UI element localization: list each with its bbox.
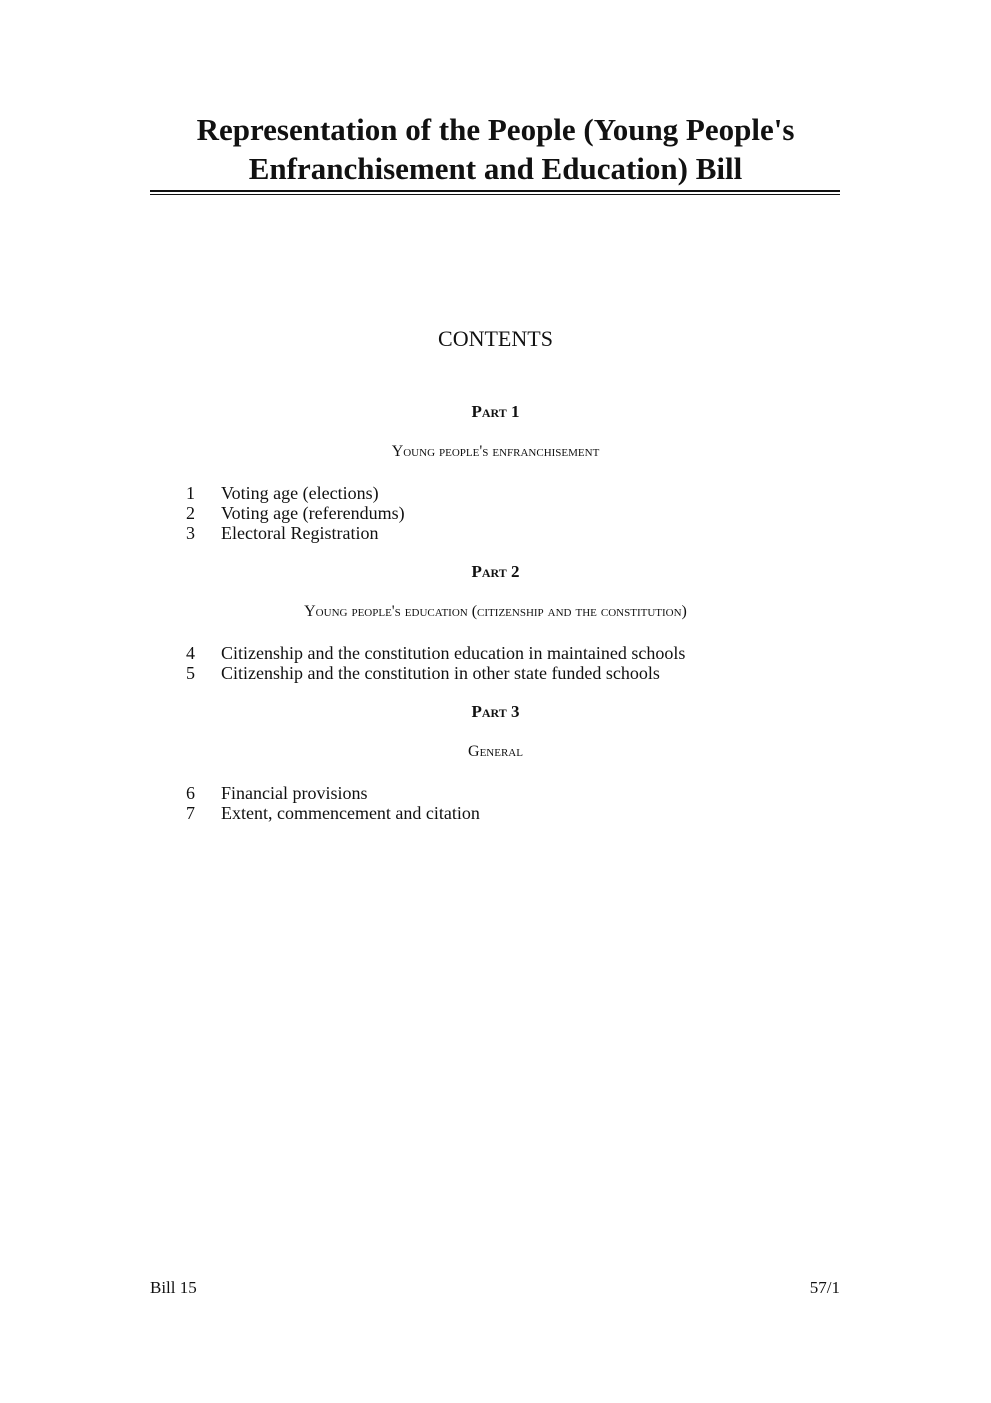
contents-item[interactable] (186, 803, 480, 823)
part-2-heading: Young people's education (citizenship and the constitution) (304, 603, 687, 620)
part-3-items (186, 783, 480, 823)
item-text: Citizenship and the constitution education in maintained schools (221, 643, 686, 663)
bill-number: Bill 15 (150, 1278, 197, 1297)
part-2-label: Part 2 (471, 562, 520, 581)
part-1-label: Part 1 (471, 402, 520, 421)
contents-item[interactable] (186, 643, 685, 663)
item-number: 1 (186, 483, 195, 503)
contents-heading: CONTENTS (438, 326, 553, 351)
contents-item[interactable] (186, 783, 480, 803)
item-number: 2 (186, 503, 195, 523)
contents-item[interactable] (186, 663, 685, 683)
part-3-label: Part 3 (471, 702, 520, 721)
part-1-items (186, 483, 405, 543)
item-text: Electoral Registration (221, 523, 379, 543)
part-1-heading: Young people's enfranchisement (391, 443, 600, 460)
part-2-items (186, 643, 685, 683)
title-rule-top (150, 190, 840, 192)
item-text: Voting age (referendums) (221, 503, 405, 523)
contents-item[interactable] (186, 503, 405, 523)
item-text: Extent, commencement and citation (221, 803, 480, 823)
item-number: 3 (186, 523, 195, 543)
bill-title (0, 110, 991, 188)
item-number: 4 (186, 643, 195, 663)
contents-item[interactable] (186, 483, 405, 503)
item-text: Voting age (elections) (221, 483, 379, 503)
item-text: Financial provisions (221, 783, 368, 803)
part-3-heading: General (468, 743, 523, 760)
title-line-1: Representation of the People (Young People's (196, 112, 795, 147)
title-line-2: Enfranchisement and Education) Bill (248, 151, 743, 186)
item-number: 5 (186, 663, 195, 683)
item-number: 6 (186, 783, 195, 803)
contents-item[interactable] (186, 523, 405, 543)
page-reference: 57/1 (809, 1278, 840, 1297)
item-number: 7 (186, 803, 195, 823)
title-rule-bottom (150, 194, 840, 195)
item-text: Citizenship and the constitution in other state funded schools (221, 663, 660, 683)
